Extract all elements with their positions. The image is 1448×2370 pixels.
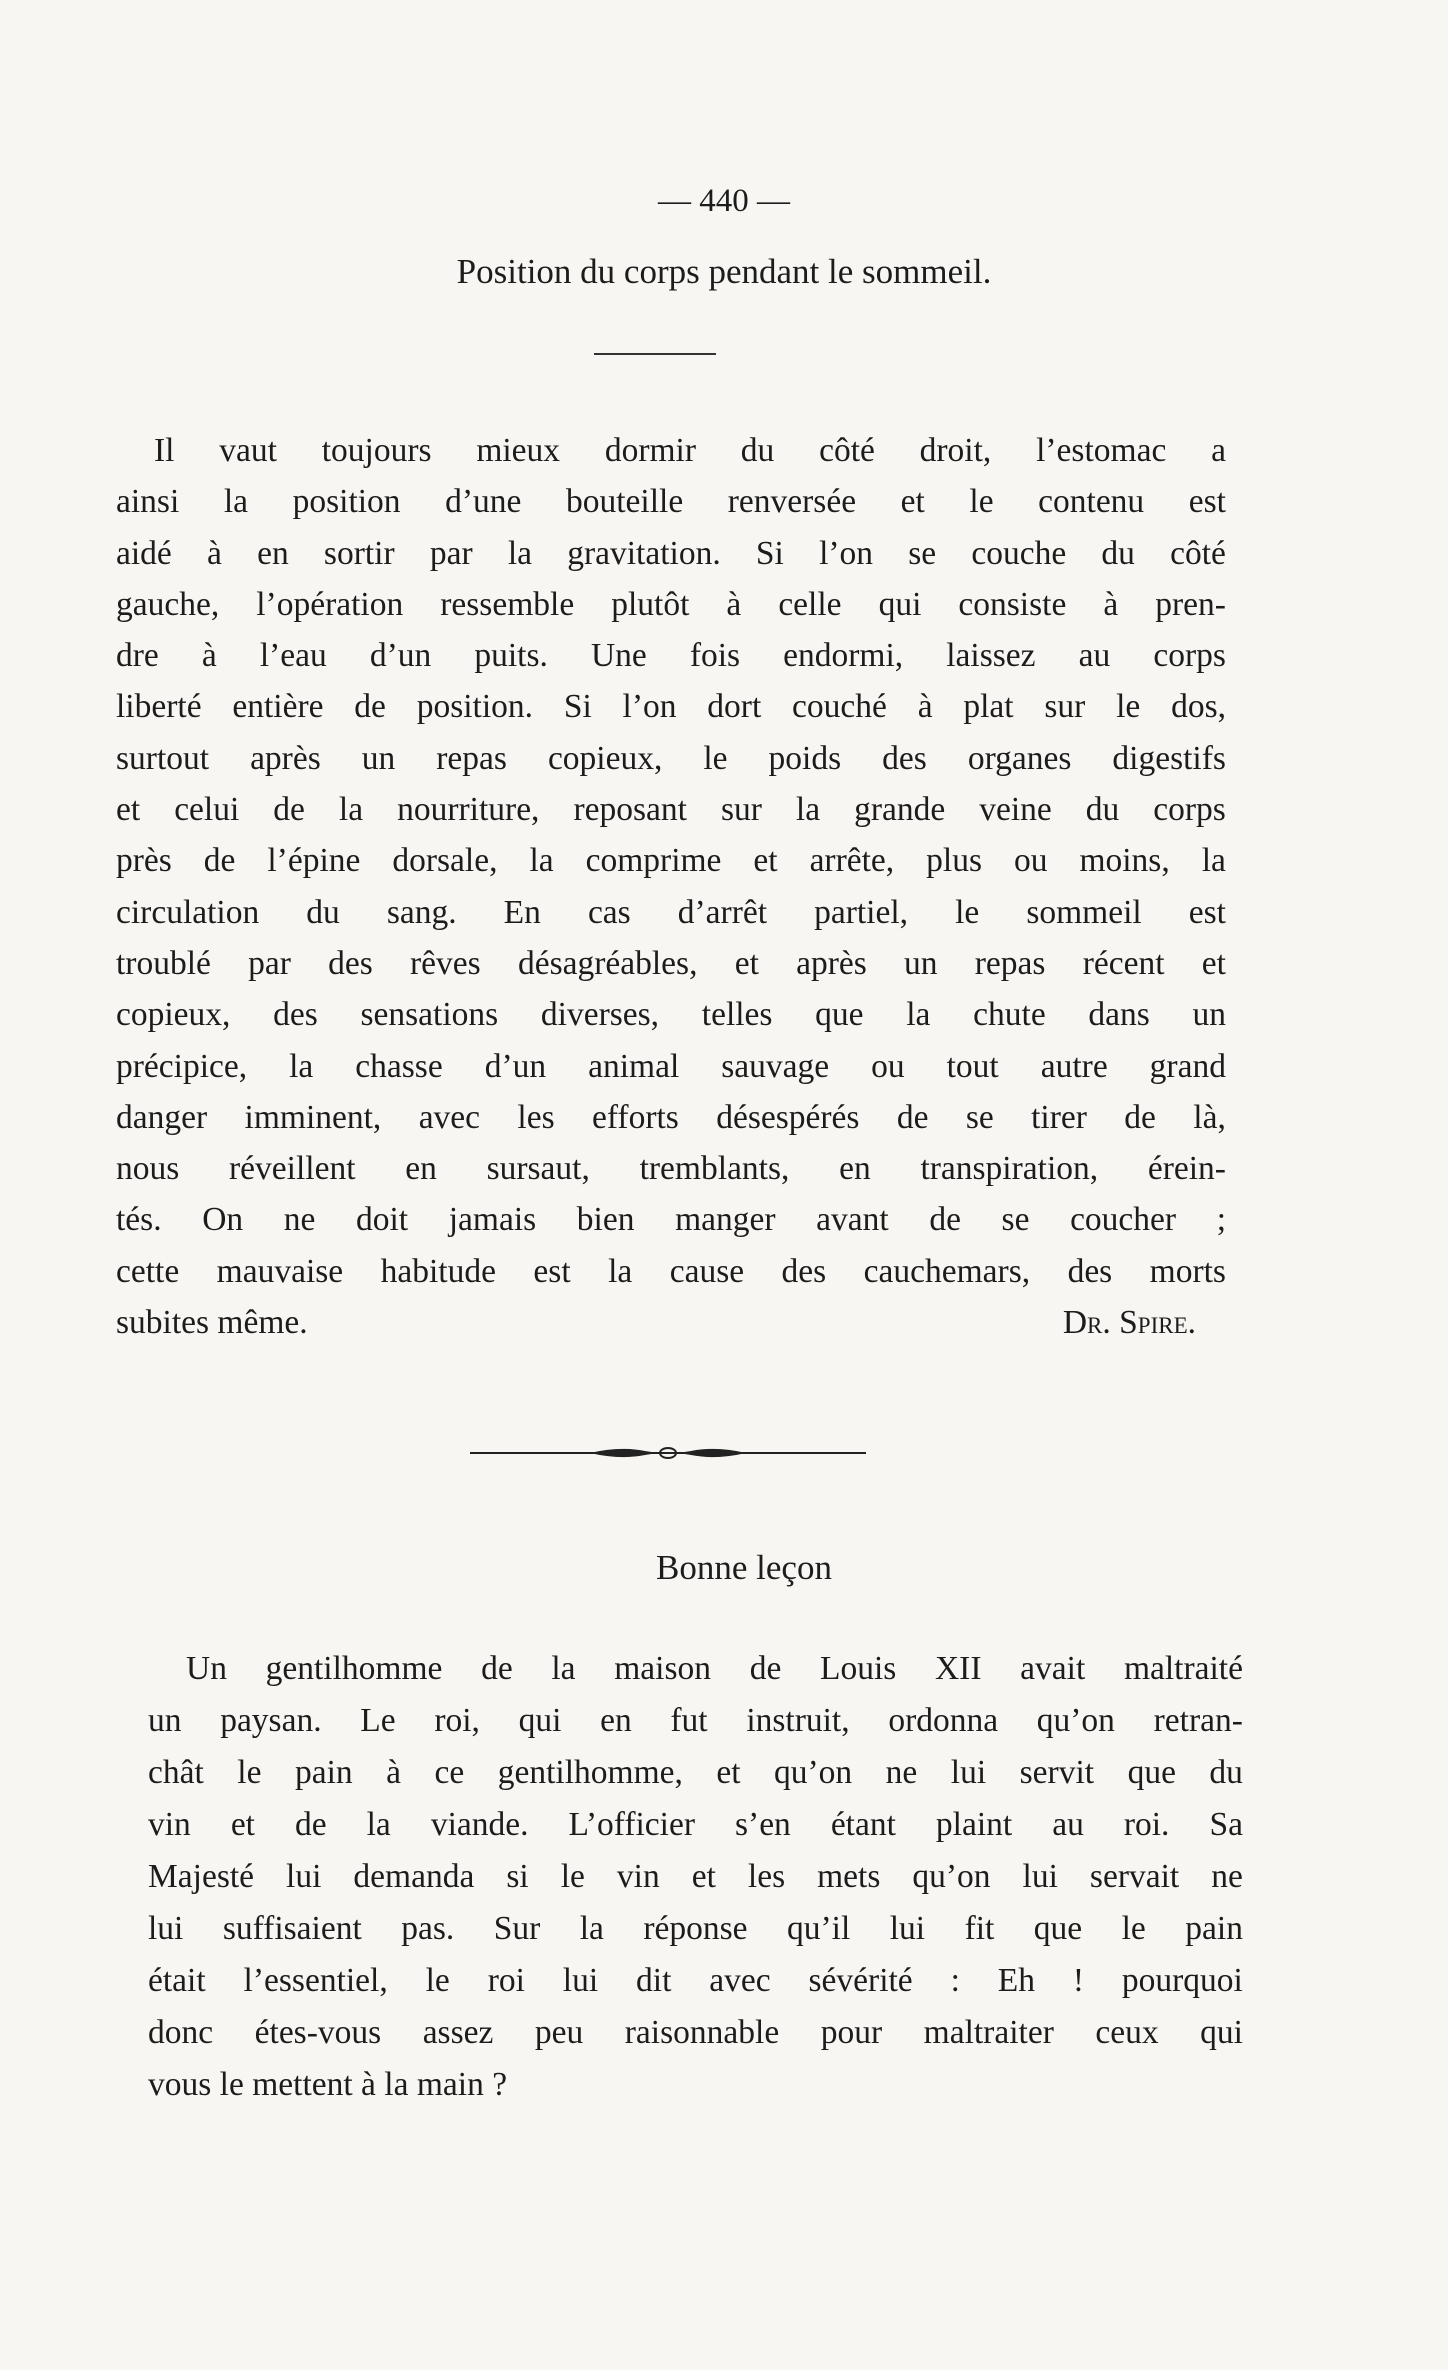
text-line: un paysan. Le roi, qui en fut instruit, ordonna qu’on retran- — [148, 1702, 1243, 1739]
text-line-last — [116, 1297, 1226, 1348]
article-body-sleep-position — [116, 425, 1226, 1348]
text-line: aidé à en sortir par la gravitation. Si l’on se couche du côté — [116, 534, 1226, 572]
ornamental-divider — [470, 1441, 866, 1465]
text-line: dre à l’eau d’un puits. Une fois endormi, laissez au corps — [116, 637, 1226, 675]
text-line: copieux, des sensations diverses, telles que la chute dans un — [116, 996, 1226, 1034]
section-divider-short — [594, 353, 716, 355]
text-line: danger imminent, avec les efforts désespérés de se tirer de là, — [116, 1098, 1226, 1136]
text-line: ainsi la position d’une bouteille renversée et le contenu est — [116, 483, 1226, 521]
text-line: tés. On ne doit jamais bien manger avant de se coucher ; — [116, 1201, 1226, 1239]
page-number: — 440 — — [658, 183, 790, 219]
text-line: était l’essentiel, le roi lui dit avec sévérité : Eh ! pourquoi — [148, 1962, 1243, 1999]
author-signature: Dr. Spire. — [1062, 1304, 1196, 1342]
text-line: Majesté lui demanda si le vin et les mets qu’on lui servait ne — [148, 1858, 1243, 1895]
text-line: près de l’épine dorsale, la comprime et arrête, plus ou moins, la — [116, 842, 1226, 880]
closing-text: subites même. — [116, 1304, 308, 1342]
article-title-sleep-position: Position du corps pendant le sommeil. — [456, 252, 992, 291]
text-line: et celui de la nourriture, reposant sur la grande veine du corps — [116, 791, 1226, 829]
text-line: surtout après un repas copieux, le poids des organes digestifs — [116, 739, 1226, 777]
text-line: chât le pain à ce gentilhomme, et qu’on ne lui servit que du — [148, 1754, 1243, 1791]
text-line: lui suffisaient pas. Sur la réponse qu’il lui fit que le pain — [148, 1910, 1243, 1947]
text-line: circulation du sang. En cas d’arrêt partiel, le sommeil est — [116, 893, 1226, 931]
text-line: donc étes-vous assez peu raisonnable pour maltraiter ceux qui — [148, 2014, 1243, 2051]
text-line: gauche, l’opération ressemble plutôt à celle qui consiste à pren- — [116, 585, 1226, 623]
text-line: troublé par des rêves désagréables, et après un repas récent et — [116, 944, 1226, 982]
text-line: Il vaut toujours mieux dormir du côté droit, l’estomac a — [154, 432, 1226, 469]
text-line: nous réveillent en sursaut, tremblants, en transpiration, érein- — [116, 1150, 1226, 1188]
article-body-bonne-lecon — [148, 1643, 1243, 2111]
text-line: vin et de la viande. L’officier s’en étant plaint au roi. Sa — [148, 1806, 1243, 1843]
text-line: Un gentilhomme de la maison de Louis XII avait maltraité — [186, 1650, 1243, 1687]
text-line: précipice, la chasse d’un animal sauvage ou tout autre grand — [116, 1047, 1226, 1085]
text-line-last — [148, 2059, 1243, 2111]
article-title-bonne-lecon: Bonne leçon — [656, 1548, 832, 1587]
closing-text: vous le mettent à la main ? — [148, 2066, 508, 2103]
text-line: liberté entière de position. Si l’on dort couché à plat sur le dos, — [116, 688, 1226, 726]
text-line: cette mauvaise habitude est la cause des cauchemars, des morts — [116, 1252, 1226, 1290]
